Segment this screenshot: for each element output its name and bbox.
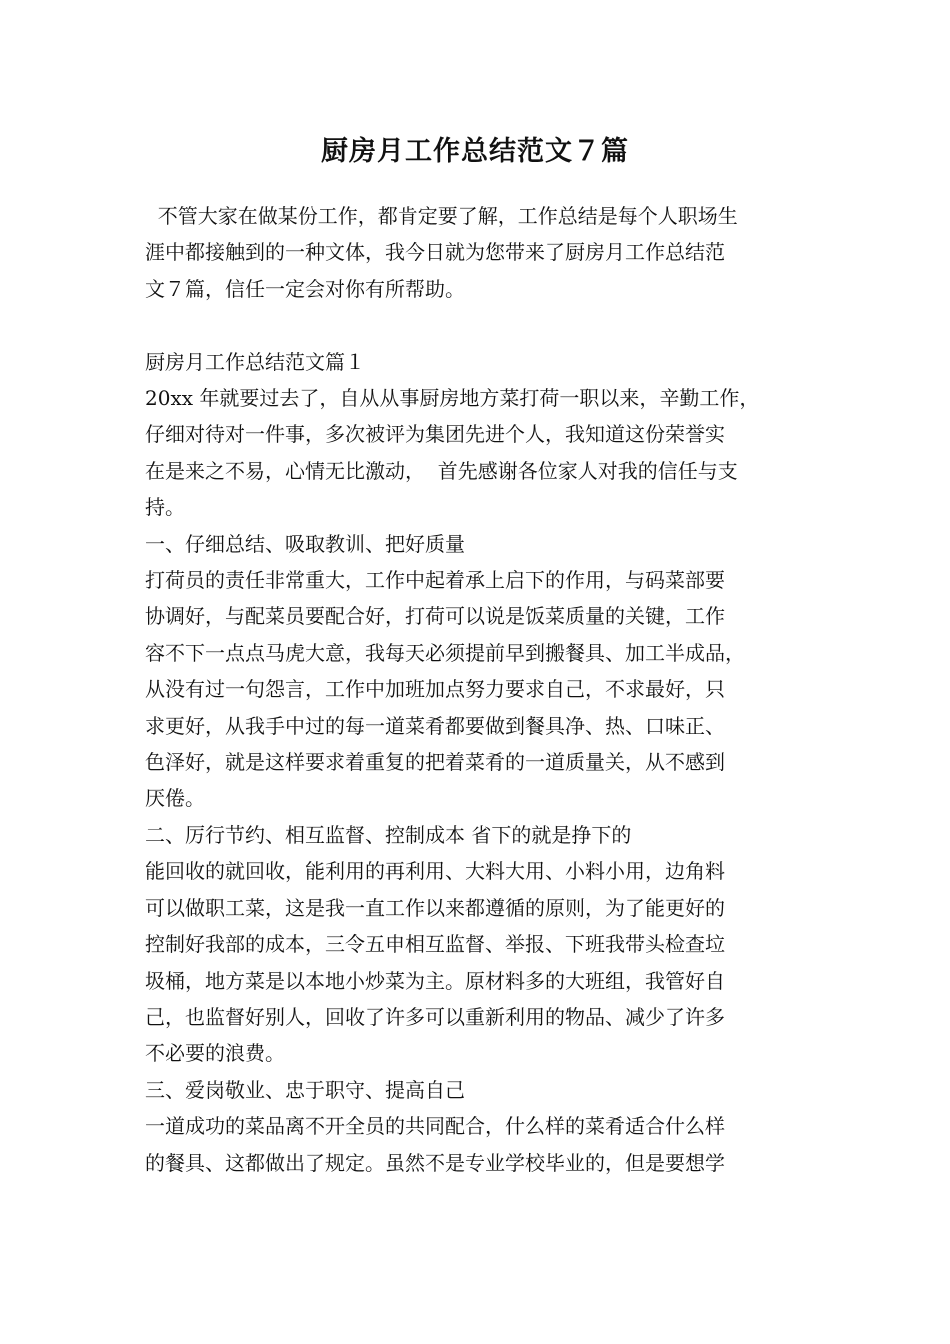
body-line: 容不下一点点马虎大意，我每天必须提前早到搬餐具、加工半成品， bbox=[145, 640, 745, 665]
section-heading: 厨房月工作总结范文篇１ bbox=[145, 349, 365, 374]
body-line: 协调好，与配菜员要配合好，打荷可以说是饭菜质量的关键，工作 bbox=[145, 604, 725, 629]
body-line: 控制好我部的成本，三令五申相互监督、举报、下班我带头检查垃 bbox=[145, 932, 725, 957]
document-body bbox=[145, 198, 825, 1181]
subsection-heading: 一、仔细总结、吸取教训、把好质量 bbox=[145, 531, 465, 556]
body-line: 涯中都接触到的一种文体，我今日就为您带来了厨房月工作总结范 bbox=[145, 240, 725, 265]
body-line: 文７篇，信任一定会对你有所帮助。 bbox=[145, 276, 465, 301]
body-line: 的餐具、这都做出了规定。虽然不是专业学校毕业的，但是要想学 bbox=[145, 1150, 725, 1175]
body-line: 20xx 年就要过去了，自从从事厨房地方菜打荷一职以来，辛勤工作， bbox=[145, 386, 760, 411]
subsection-heading: 二、厉行节约、相互监督、控制成本 省下的就是挣下的 bbox=[145, 822, 632, 847]
body-line: 一道成功的菜品离不开全员的共同配合，什么样的菜肴适合什么样 bbox=[145, 1114, 725, 1139]
body-line: 求更好，从我手中过的每一道菜肴都要做到餐具净、热、口味正、 bbox=[145, 713, 725, 738]
paragraph-gap bbox=[145, 307, 825, 343]
body-line: 圾桶，地方菜是以本地小炒菜为主。原材料多的大班组，我管好自 bbox=[145, 968, 725, 993]
body-line: 不必要的浪费。 bbox=[145, 1041, 285, 1066]
body-line: 仔细对待对一件事，多次被评为集团先进个人，我知道这份荣誉实 bbox=[145, 422, 725, 447]
body-line: 打荷员的责任非常重大，工作中起着承上启下的作用，与码菜部要 bbox=[145, 568, 725, 593]
document-title: 厨房月工作总结范文７篇 bbox=[321, 136, 629, 167]
body-line: 厌倦。 bbox=[145, 786, 205, 811]
body-line: 色泽好，就是这样要求着重复的把着菜肴的一道质量关，从不感到 bbox=[145, 750, 725, 775]
body-line: 持。 bbox=[145, 495, 185, 520]
body-line: 可以做职工菜，这是我一直工作以来都遵循的原则，为了能更好的 bbox=[145, 895, 725, 920]
body-line: 从没有过一句怨言，工作中加班加点努力要求自己，不求最好，只 bbox=[145, 677, 725, 702]
subsection-heading: 三、爱岗敬业、忠于职守、提高自己 bbox=[145, 1077, 465, 1102]
body-line: 不管大家在做某份工作，都肯定要了解，工作总结是每个人职场生 bbox=[145, 204, 738, 228]
body-line: 己，也监督好别人，回收了许多可以重新利用的物品、减少了许多 bbox=[145, 1004, 725, 1029]
body-line: 能回收的就回收，能利用的再利用、大料大用、小料小用，边角料 bbox=[145, 859, 725, 884]
body-line: 在是来之不易，心情无比激动， 首先感谢各位家人对我的信任与支 bbox=[145, 458, 738, 483]
